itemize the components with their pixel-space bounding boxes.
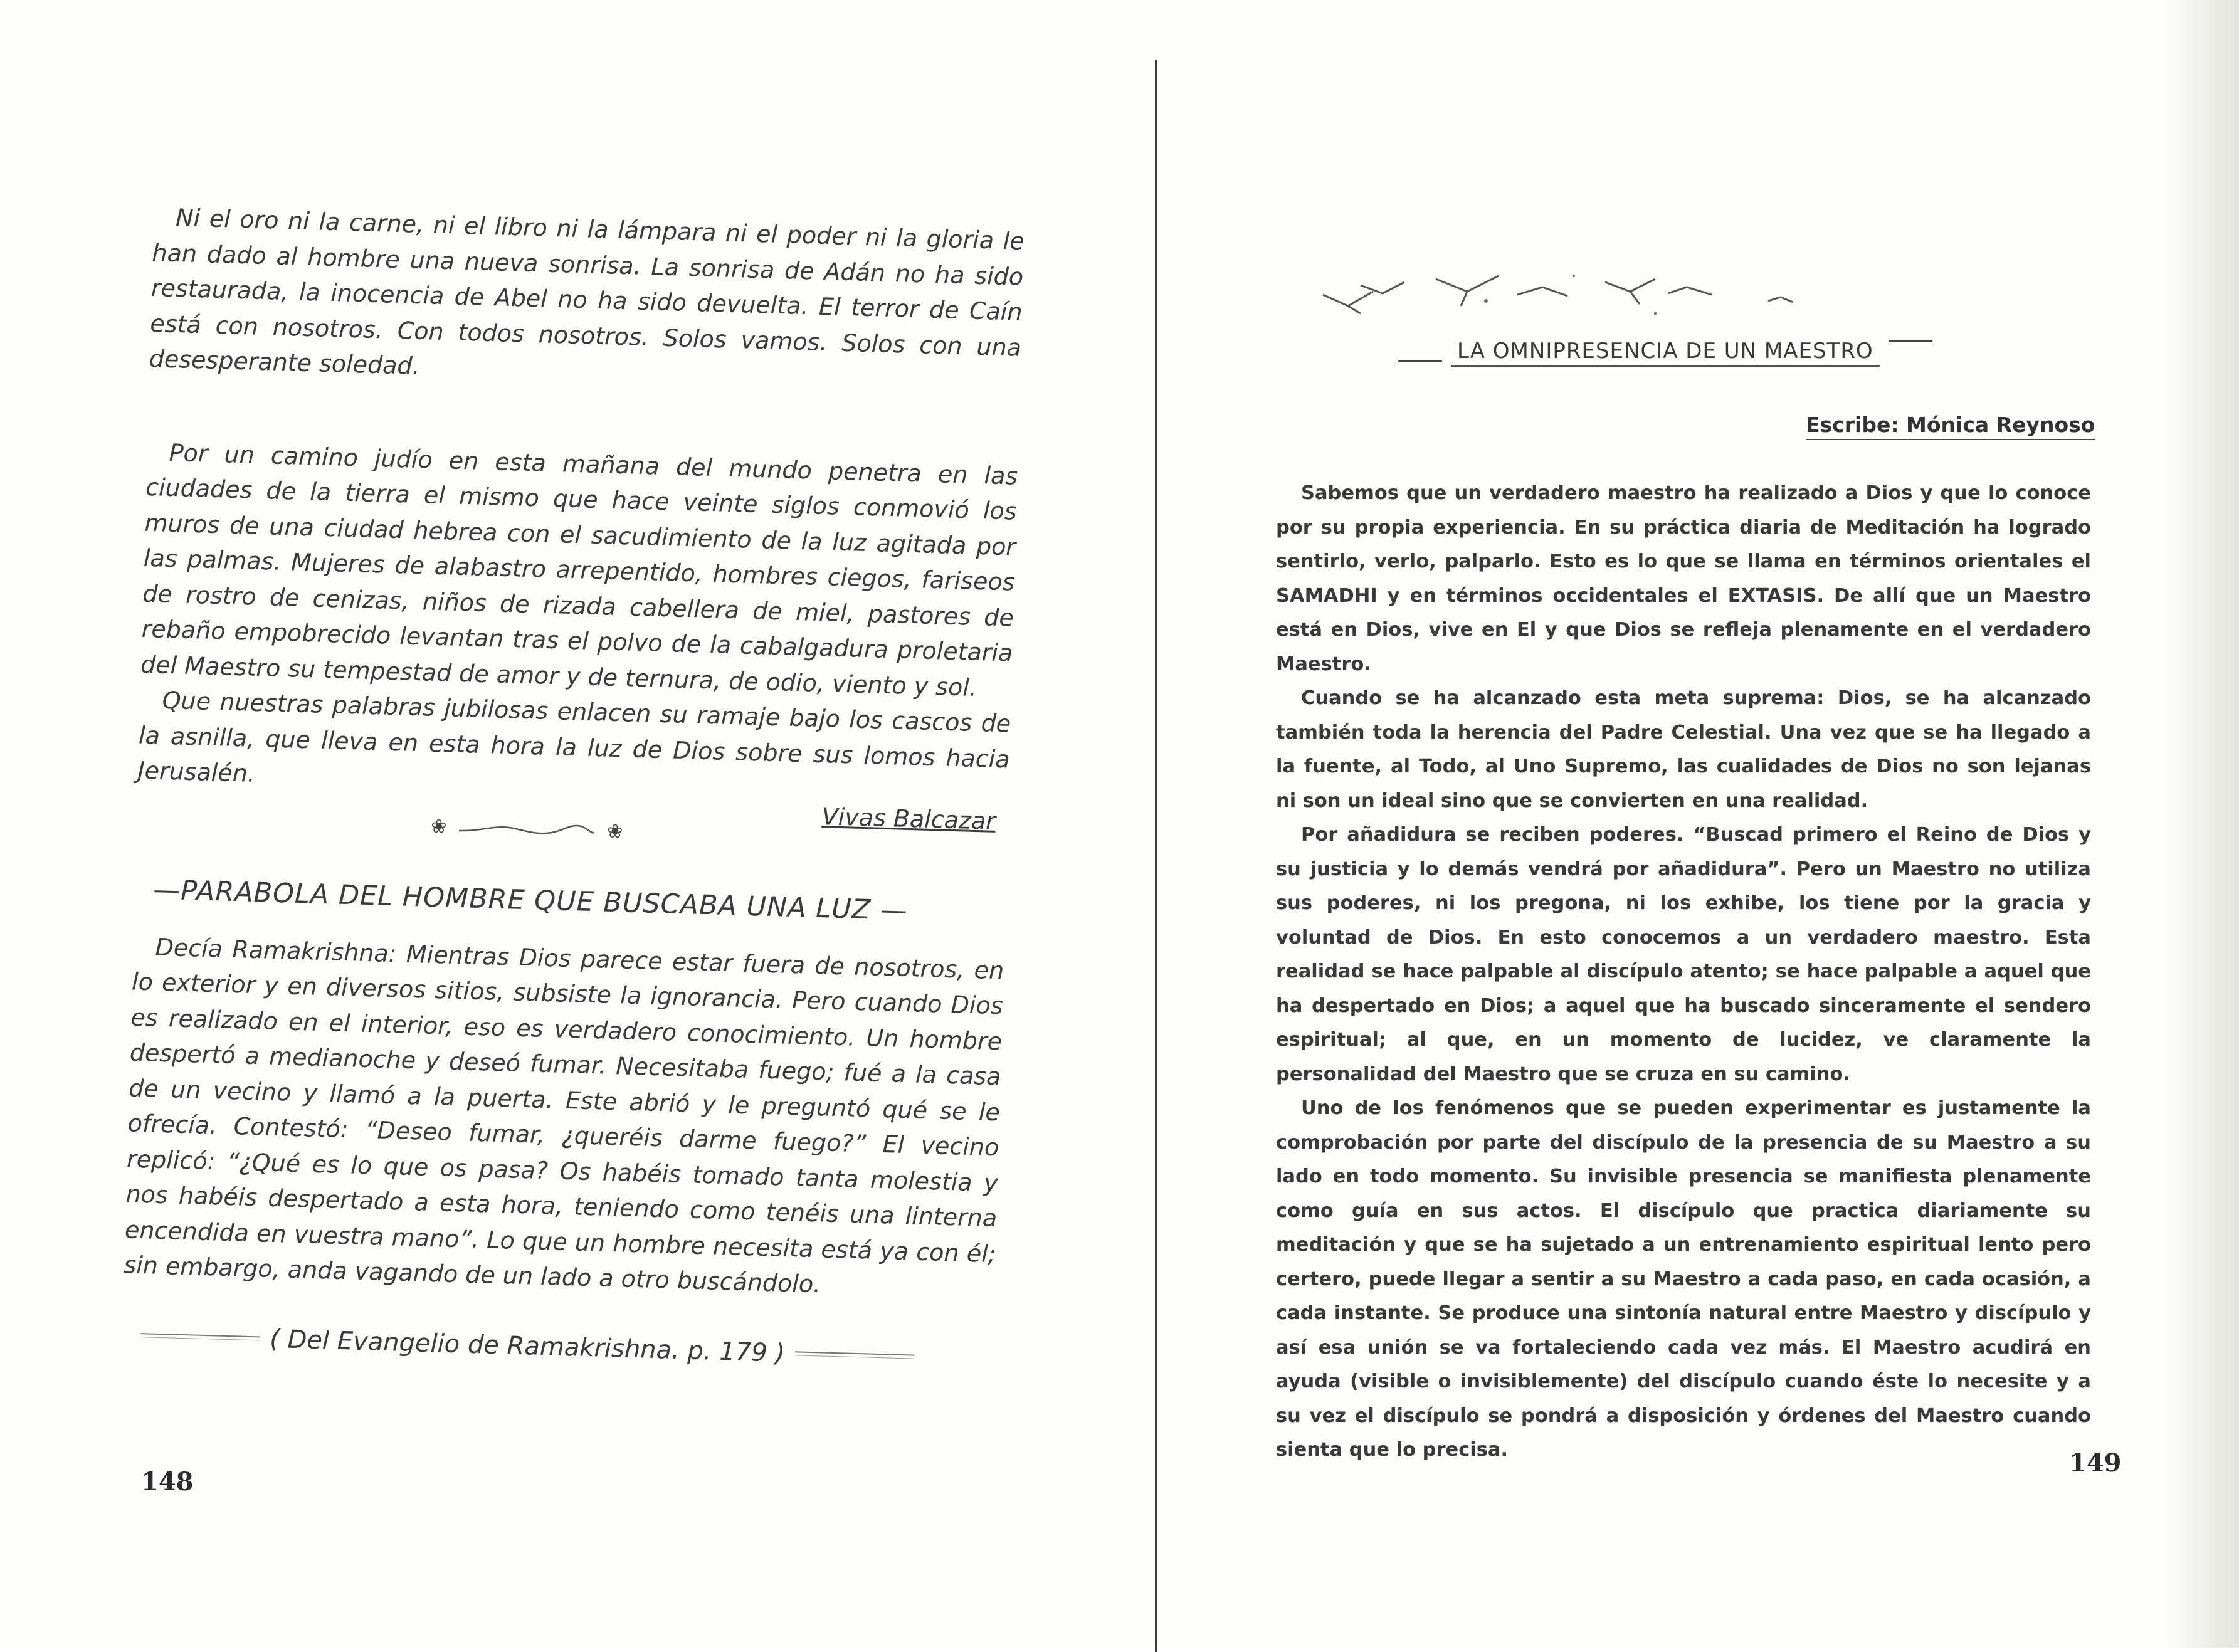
source-line bbox=[140, 1321, 994, 1374]
section-title: LA OMNIPRESENCIA DE UN MAESTRO bbox=[1451, 339, 1880, 367]
right-paragraph: Por añadidura se reciben poderes. “Buscad primero el Reino de Dios y su justicia y lo demás vendrá por añadidura”. Pero un Maestro no utiliza sus poderes, ni los pregona, ni los exhibe, los tiene por la gracia y voluntad de Dios. En esto conocemos a un verdadero maestro. Esta realidad se hace palpable al discípulo atento; se hace palpable a aquel que ha despertado en Dios; a aquel que ha buscado sinceramente el sendero espiritual; al que, en un momento de lucidez, ve claramente la personalidad del Maestro que se cruza en su camino. bbox=[1276, 824, 2091, 1085]
left-paragraph-3: Que nuestras palabras jubilosas enlacen su ramaje bajo los cascos de la asnilla, que lleva en esta hora la luz de Dios sobre sus lomos hacia Jerusalén. bbox=[137, 686, 1011, 787]
right-page-body bbox=[1276, 476, 2091, 1468]
left-paragraph-2: Por un camino judío en esta mañana del mundo penetra en las ciudades de la tierra el mismo que hace veinte siglos conmovió los muros de una ciudad hebrea con el sacudimiento de la luz agitada por las palmas. Mujeres de alabastro arrepentido, hombres ciegos, fariseos de rostro de cenizas, niños de rizada cabellera de miel, pastores de rebaño empobrecido levantan tras el polvo de la cabalgadura proletaria del Maestro su tempestad de amor y de ternura, de odio, viento y sol. bbox=[140, 438, 1018, 702]
decorative-rule bbox=[140, 1333, 260, 1340]
parable-text: Decía Ramakrishna: Mientras Dios parece estar fuera de nosotros, en lo exterior y en diversos sitios, subsiste la ignorancia. Pero cuando Dios es realizado en el interior, eso es verdadero conocimiento. Un hombre despertó a medianoche y deseó fumar. Necesitaba fuego; fué a la casa de un vecino y llamó a la puerta. Este abrió y le preguntó qué se le ofrecía. Contestó: “Deseo fumar, ¿queréis darme fuego?” El vecino replicó: “¿Qué es lo que os pasa? Os habéis tomado tanta molestia y nos habéis despertado a esta hora, teniendo como tenéis una linterna encendida en vuestra mano”. Lo que un hombre necesita está ya con él; sin embargo, anda vagando de un lado a otro buscándolo. bbox=[123, 933, 1004, 1298]
section-header bbox=[1398, 339, 1975, 367]
decorative-rule bbox=[1398, 360, 1442, 362]
left-page bbox=[122, 199, 1025, 1374]
squiggle-ornament-icon bbox=[458, 818, 596, 840]
author-byline: Escribe: Mónica Reynoso bbox=[1806, 413, 2095, 440]
book-gutter bbox=[1155, 60, 1157, 1652]
parable-title: —PARABOLA DEL HOMBRE QUE BUSCABA UNA LUZ — bbox=[152, 873, 909, 927]
signature: Vivas Balcazar bbox=[821, 802, 996, 835]
page-number-right: 149 bbox=[2069, 1448, 2122, 1478]
decorative-rule bbox=[795, 1351, 914, 1359]
decorative-rule bbox=[1889, 340, 1932, 342]
page-number-left: 148 bbox=[141, 1467, 194, 1497]
right-paragraph: Cuando se ha alcanzado esta meta suprema: Dios, se ha alcanzado también toda la herencia del Padre Celestial. Una vez que se ha llegado a la fuente, al Todo, al Uno Supremo, las cualidades de Dios no son lejanas ni son un ideal sino que se convierten en una realidad. bbox=[1276, 687, 2091, 812]
page-edge-shadow bbox=[2164, 0, 2239, 1648]
flower-ornament-icon: ❀ bbox=[606, 820, 623, 843]
right-paragraph: Sabemos que un verdadero maestro ha realizado a Dios y que lo conoce por su propia experiencia. En su práctica diaria de Meditación ha logrado sentirlo, verlo, palparlo. Esto es lo que se llama en términos orientales el SAMADHI y en términos occidentales el EXTASIS. De allí que un Maestro está en Dios, vive en El y que Dios se refleja plenamente en el verdadero Maestro. bbox=[1276, 482, 2091, 675]
left-paragraph-1: Ni el oro ni la carne, ni el libro ni la lámpara ni el poder ni la gloria le han dado al hombre una nueva sonrisa. La sonrisa de Adán no ha sido restaurada, la inocencia de Abel no ha sido devuelta. El terror de Caín está con nosotros. Con todos nosotros. Solos vamos. Solos con una desesperante soledad. bbox=[149, 204, 1025, 380]
source-citation: ( Del Evangelio de Ramakrishna. p. 179 ) bbox=[269, 1324, 786, 1368]
flower-ornament-icon: ❀ bbox=[430, 815, 447, 838]
right-paragraph: Uno de los fenómenos que se pueden experimentar es justamente la comprobación por parte del discípulo de la presencia de su Maestro a su lado en todo momento. Su invisible presencia se manifiesta plenamente como guía en sus actos. El discípulo que practica diariamente su meditación y que se ha sujetado a un entrenamiento espiritual lento pero certero, puede llegar a sentir a su Maestro a cada paso, en cada ocasión, a cada instante. Se produce una sintonía natural entre Maestro y discípulo y así esa unión se va fortaleciendo cada vez más. El Maestro acudirá en ayuda (visible o invisiblemente) del discípulo cuando éste lo necesite y a su vez el discípulo se pondrá a disposición y órdenes del Maestro cuando sienta que lo precisa. bbox=[1276, 1097, 2091, 1461]
flying-birds-icon bbox=[1279, 257, 1843, 339]
